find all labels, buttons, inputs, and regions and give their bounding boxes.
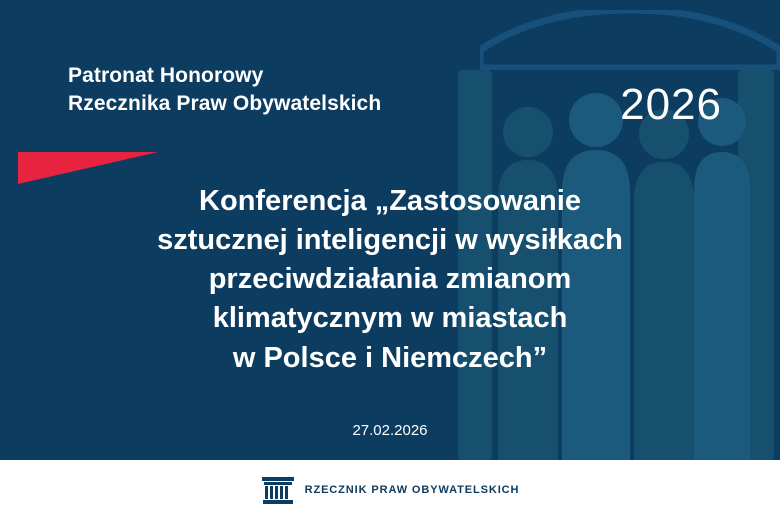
year-label: 2026 bbox=[620, 80, 722, 129]
poster-title bbox=[0, 182, 780, 378]
title-line-5: w Polsce i Niemczech” bbox=[232, 341, 548, 374]
event-date: 27.02.2026 bbox=[352, 422, 428, 439]
title-line-3: przeciwdziałania zmianom bbox=[208, 263, 572, 296]
title-line-1: Konferencja „Zastosowanie bbox=[199, 185, 581, 217]
patronage-line-2: Rzecznika Praw Obywatelskich bbox=[68, 91, 382, 115]
poster-footer bbox=[0, 460, 780, 520]
patronage-text bbox=[68, 62, 381, 117]
patronage-line-1: Patronat Honorowy bbox=[68, 64, 264, 87]
footer-label: RZECZNIK PRAW OBYWATELSKICH bbox=[304, 484, 520, 496]
rpo-building-columns-icon bbox=[261, 475, 295, 505]
title-line-4: klimatycznym w miastach bbox=[212, 302, 568, 335]
red-triangle-shape bbox=[18, 152, 158, 184]
title-line-2: sztucznej inteligencji w wysiłkach bbox=[157, 224, 623, 257]
